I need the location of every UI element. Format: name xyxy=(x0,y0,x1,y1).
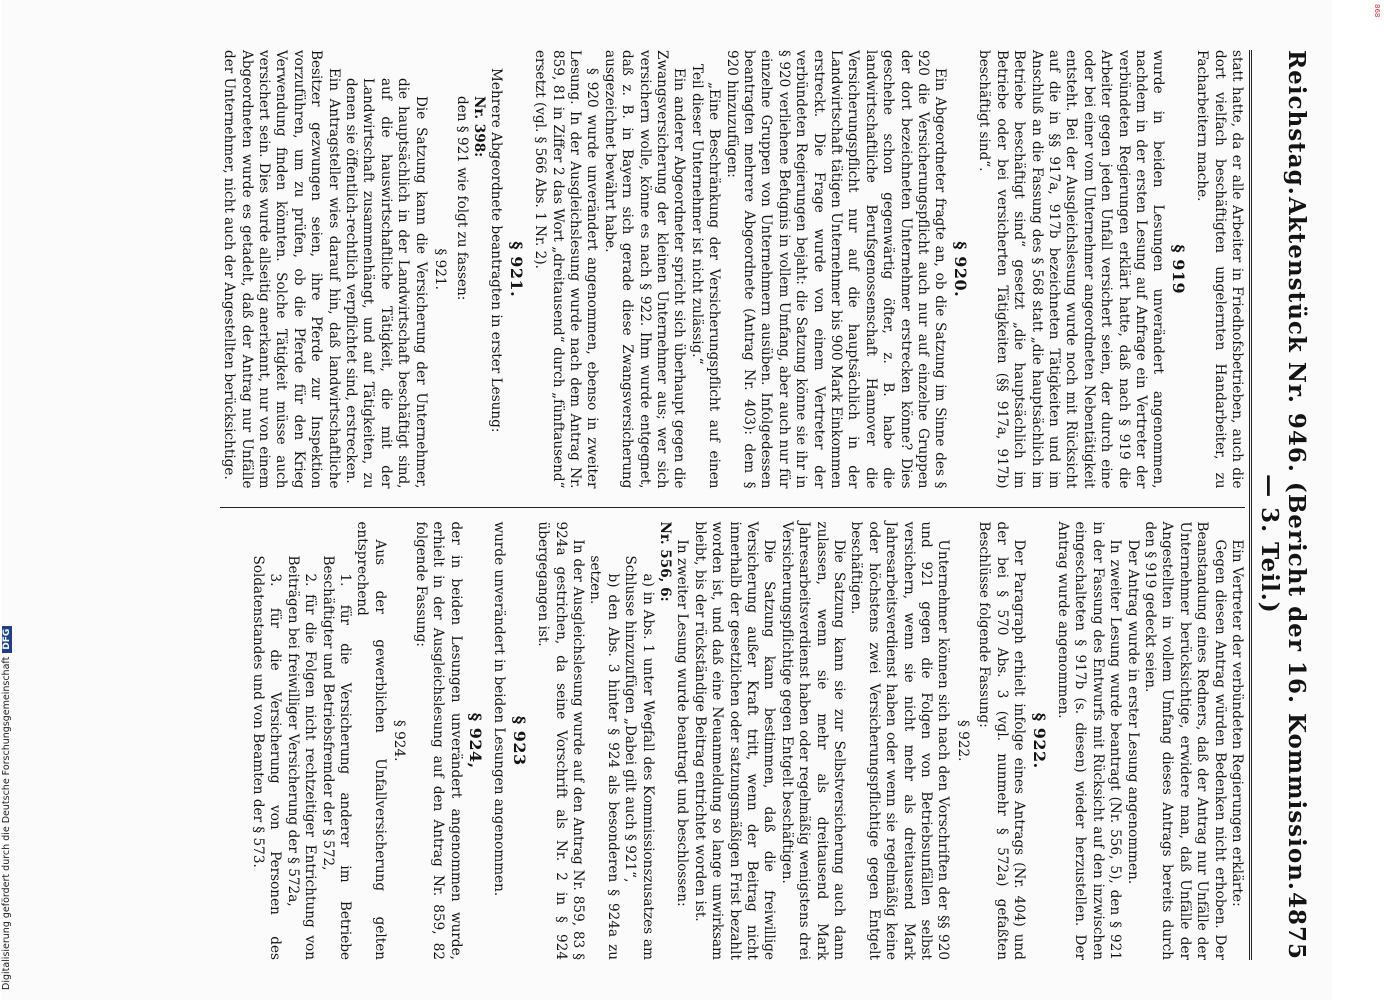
statute-text: Aus der gewerblichen Unfallversicherung gelten entsprechend xyxy=(354,521,388,960)
section-heading: § 924, xyxy=(465,712,485,769)
funding-note xyxy=(1,626,12,990)
document-page xyxy=(2,0,1332,1000)
funding-text: Digitalisierung gefördert durch die Deutsche Forschungsgemeinschaft xyxy=(1,656,12,990)
paragraph: der in beiden Lesungen unverändert angenommen wurde, erhielt in der Ausgleichslesung auf den Antrag Nr. 859, 82 folgende Fassung: xyxy=(412,521,464,960)
list-item: 3. für die Versicherung von Personen des Soldatenstandes und von Beamten der § 573. xyxy=(250,555,284,960)
list-item: a) in Abs. 1 unter Wegfall des Kommissionszusatzes am Schlusse hinzuzufügen „Dabei gilt auch § 921“, xyxy=(622,555,656,960)
statute-text: Die Satzung kann die Versicherung der Unternehmer, die hauptsächlich in der Landwirtschaft beschäftigt sind, auf die hauswirtschaftliche Tätigkeit, die mit der Landwirtschaft zusammenhängt, und auf Tätigkeiten, zu denen sie öffentlich-rechtlich verpflichtet sind, erstrecken. xyxy=(343,78,429,489)
paragraph: Mehrere Abgeordnete beantragten in erster Lesung: xyxy=(488,68,505,433)
section-heading: § 919 xyxy=(1168,244,1188,295)
statute-text: Die Satzung kann sie zur Selbstversicherung auch dann zulassen, wenn sie mehr als dreitausend Mark Jahresarbeitsverdienst haben oder regelmäßig wenigstens drei Versicherungspflichtige gegen Entgelt beschäftigen. xyxy=(778,521,848,960)
list-item: 2. für die Folgen nicht rechtzeitiger Entrichtung von Beiträgen bei freiwilliger Versicherung der § 572a, xyxy=(284,555,319,960)
section-heading: § 923 xyxy=(509,715,529,766)
header-left: Reichstag. xyxy=(1283,50,1310,196)
paragraph: Der Antrag wurde in erster Lesung angenommen. xyxy=(1124,539,1141,885)
paragraph-sign: § 922. xyxy=(954,720,971,762)
paragraph: Ein Abgeordneter fragte an, ob die Satzung im Sinne des § 920 die Versicherungspflicht auch nur auf einzelne Gruppen der dort bezeichneten Unternehmer erstrecken könne? Dies geschehe schon gegenwärtig öfter, z. B. habe die landwirtschaftliche Berufsgenossenschaft Hannover die Versicherungspflicht nur auf die hauptsächlich in der Landwirtschaft tätigen Unternehmer bis 900 Mark Einkommen erstreckt. Die Frage wurde von einem Vertreter der verbündeten Regierungen bejaht: die Satzung könne sie ihr in § 920 verliehene Befugnis in vollem Umfang, aber auch nur für einzelne Gruppen von Unternehmern ausüben. Infolgedessen beantragten mehrere Abgeordnete (Antrag Nr. 403): dem § 920 hinzuzufügen: xyxy=(723,50,949,489)
corner-mark: 868 xyxy=(1373,4,1381,18)
column-left xyxy=(220,50,1245,489)
header-title: Aktenstück Nr. 946. (Bericht der 16. Kommission. — 3. Teil.) xyxy=(1256,196,1310,891)
statute-text: Die Satzung kann bestimmen, daß die freiwillige Versicherung außer Kraft tritt, wenn der Beitrag nicht innerhalb der gesetzlichen oder satzungsmäßigen Frist bezahlt worden ist, und daß eine Neuanmeldung so lange unwirksam bleibt, bis der rückständige Beitrag entrichtet worden ist. xyxy=(691,521,778,960)
paragraph: wurde unverändert in beiden Lesungen angenommen. xyxy=(491,521,508,897)
paragraph-sign: § 921. xyxy=(432,248,449,290)
section-heading: § 920. xyxy=(950,241,970,298)
paragraph: In der Ausgleichslesung wurde auf den Antrag Nr. 859, 83 § 924a gestrichen, da seine Vorschrift als Nr. 2 in § 924 übergegangen ist. xyxy=(535,521,586,960)
paragraph: In zweiter Lesung wurde beantragt und beschlossen: xyxy=(674,539,691,907)
list-item: 1. für die Versicherung anderer im Betriebe Beschäftigter und Betriebsfremder der § 572, xyxy=(319,555,354,960)
column-right xyxy=(220,507,1245,961)
text-columns xyxy=(220,50,1245,960)
paragraph: Der Paragraph erhielt infolge eines Antrags (Nr. 404) und der bei § 570 Abs. 3 (vgl. nunmehr § 572a) gefaßten Beschlüsse folgende Fassung: xyxy=(976,521,1028,960)
motion-number: Nr. 556, 6: xyxy=(657,521,673,602)
list-item: b) den Abs. 3 hinter § 924 als besonderen § 924a zu setzen. xyxy=(587,555,621,960)
paragraph: § 920 wurde unverändert angenommen, ebenso in zweiter Lesung. In der Ausgleichslesung wurde nach dem Antrag Nr. 859, 81 in Ziffer 2 das Wort „dreitausend“ durch „fünftausend“ ersetzt (vgl. § 566 Abs. 1 Nr. 2). xyxy=(532,50,601,489)
paragraph: Ein anderer Abgeordneter spricht sich überhaupt gegen die Zwangsversicherung der kleinen Unternehmer aus; wer sich versichern wolle, könne es nach § 922. Ihm wurde entgegnet, daß z. B. in Bayern sich gerade diese Zwangsversicherung ausgezeichnet bewährt habe. xyxy=(601,50,688,489)
statute-text: Unternehmer können sich nach den Vorschriften der §§ 920 und 921 gegen die Folgen von Betriebsunfällen selbst versichern, wenn sie nicht mehr als dreitausend Mark Jahresarbeitsverdienst haben oder wenn sie regelmäßig keine oder höchstens zwei Versicherungspflichtige gegen Entgelt beschäftigen. xyxy=(848,521,952,960)
paragraph: Gegen diesen Antrag würden Bedenken nicht erhoben. Der Beanstandung eines Redners, daß der Antrag nur Unfälle der Unternehmer berücksichtige, erwidere man, daß Unfälle der Angestellten in vollem Umfang dieses Antrags bereits durch den § 919 gedeckt seien. xyxy=(1141,521,1228,960)
paragraph: Ein Vertreter der verbündeten Regierungen erklärte: xyxy=(1229,539,1245,907)
paragraph: wurde in beiden Lesungen unverändert angenommen, nachdem in der ersten Lesung auf Anfrage ein Vertreter der verbündeten Regierungen erklärt hatte, daß nach § 919 die Arbeiter gegen jeden Unfall versichert seien, der durch eine oder bei einer vom Unternehmer angeordneten Nebentätigkeit entsteht. Bei der Ausgleichslesung wurde noch mit Rücksicht auf die in §§ 917a, 917b bezeichneten Tätigkeiten und im Anschluß an die Fassung des § 568 statt „die hauptsächlich im Betriebe beschäftigt sind“ gesetzt „die hauptsächlich im Betriebe oder bei versicherten Tätigkeiten (§§ 917a, 917b) beschäftigt sind“. xyxy=(976,50,1167,489)
motion-number: Nr. 398: xyxy=(470,96,487,158)
paragraph: statt hatte, da er alle Arbeiter in Friedhofsbetrieben, auch die dort vielfach beschäftigten ungelernten Handarbeiter, zu Facharbeitern mache. xyxy=(1194,50,1245,489)
quoted-amendment: „Eine Beschränkung der Versicherungspflicht auf einen Teil dieser Unternehmer ist nicht zulässig.“ xyxy=(688,64,723,489)
paragraph: den § 921 wie folgt zu fassen: xyxy=(453,96,470,301)
paragraph: Ein Antragsteller wies darauf hin, daß landwirtschaftliche Besitzer gezwungen seien, ihre Pferde zur Inspektion vorzuführen, um zu prüfen, ob die Pferde für den Krieg Verwendung finden könnten. Solche Tätigkeit müsse auch versichert sein. Dies wurde allseitig anerkannt, nur von einem Abgeordneten wurde es getadelt, daß der Antrag nur Unfälle der Unternehmer, nicht auch der Angestellten berücksichtige. xyxy=(221,50,342,489)
paragraph: In zweiter Lesung wurde beantragt (Nr. 556, 5), den § 921 in der Fassung des Entwurfs mit Rücksicht auf den inzwischen eingeschalteten § 917b (s. diesen) wieder herzustellen. Der Antrag wurde angenommen. xyxy=(1054,521,1124,960)
section-heading: § 922. xyxy=(1029,712,1049,769)
dfg-logo: DFG xyxy=(2,626,12,653)
section-heading: § 921. xyxy=(506,241,526,298)
page-number: 4875 xyxy=(1283,891,1310,960)
page-header xyxy=(1249,50,1310,960)
paragraph-sign: § 924. xyxy=(391,720,408,762)
